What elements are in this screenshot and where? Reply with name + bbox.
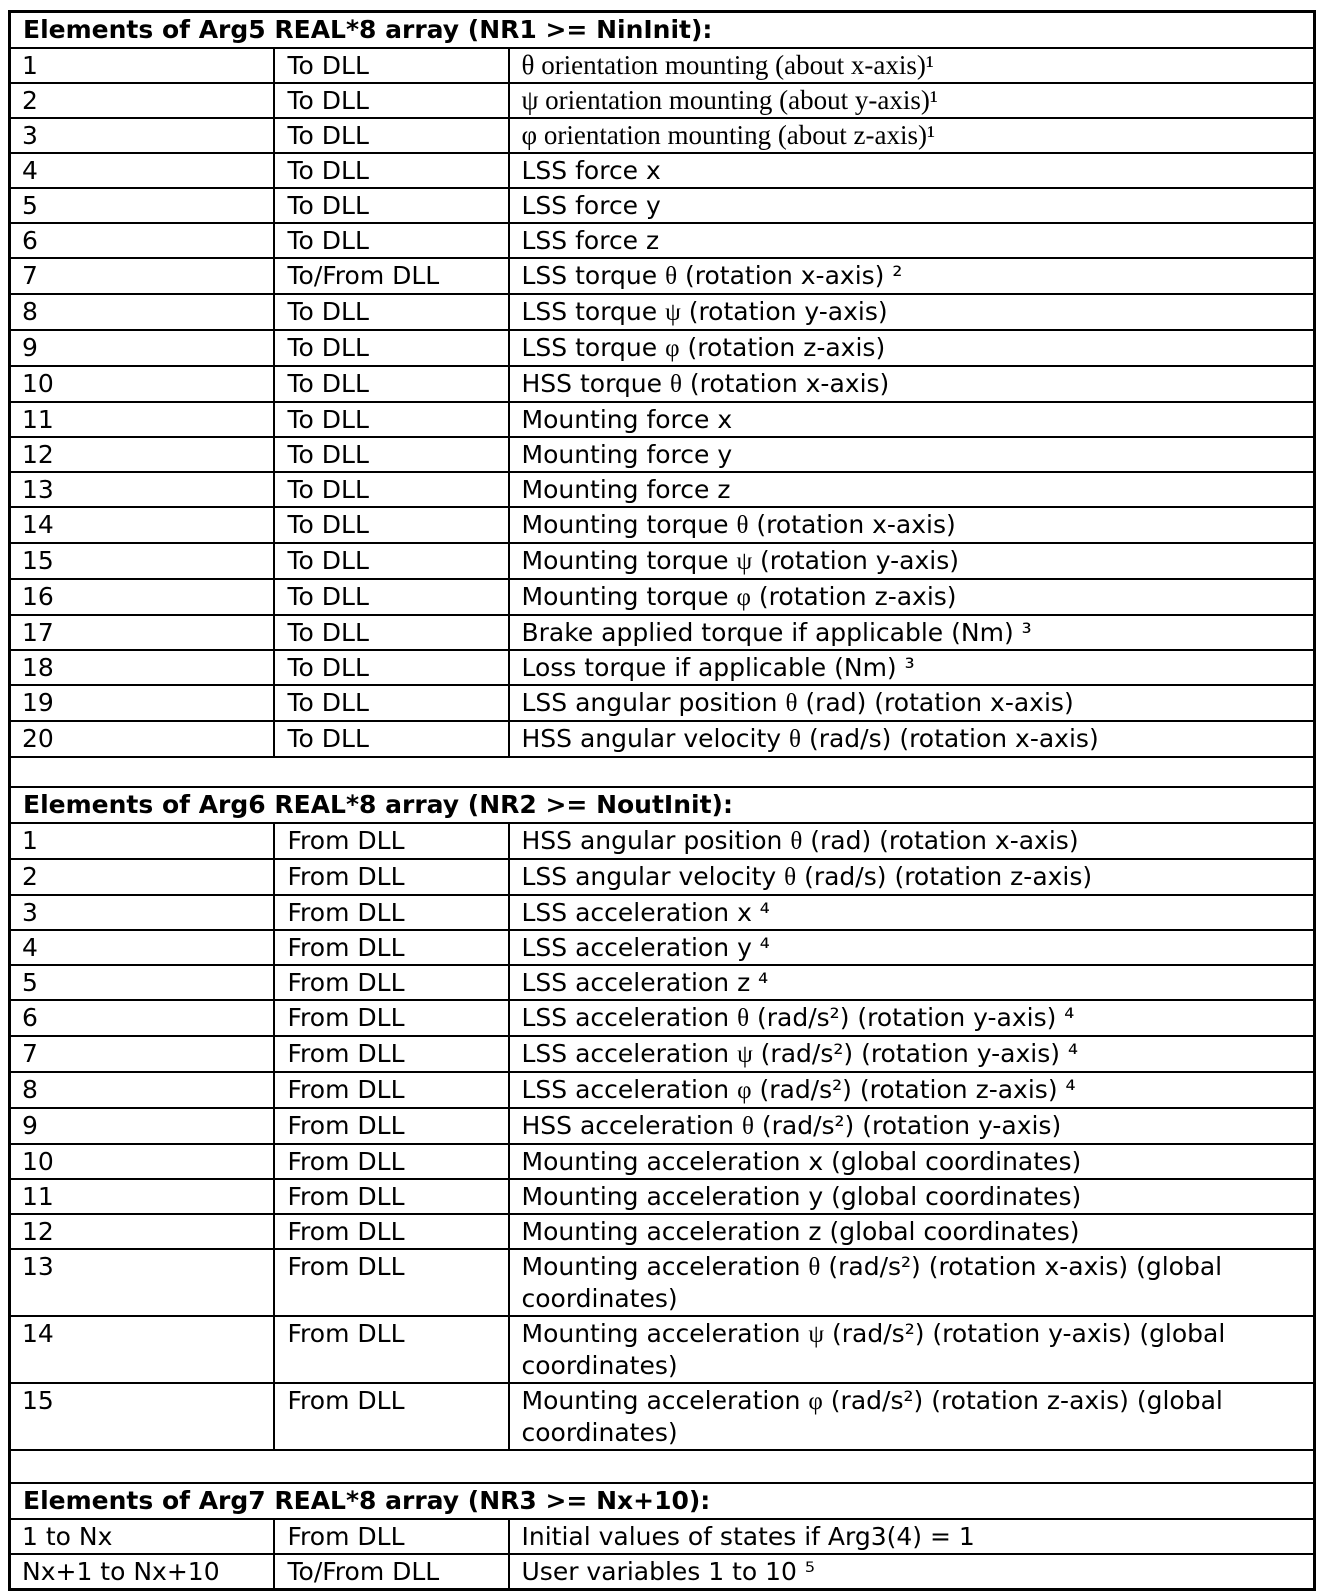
section-header-row [10,12,1315,48]
greek-letter: φ [736,583,751,611]
index-cell: 13 [10,1249,274,1316]
direction-cell: From DLL [274,1072,509,1108]
description-cell: ψ orientation mounting (about y-axis)¹ [509,83,1315,118]
index-cell: 14 [10,507,274,543]
description-cell: Mounting torque φ (rotation z-axis) [509,579,1315,615]
index-cell: 7 [10,258,274,294]
greek-letter: ψ [737,1040,753,1068]
table-row [10,48,1315,83]
description-cell: Mounting acceleration x (global coordinates) [509,1144,1315,1179]
greek-letter: φ [665,334,680,362]
table-row [10,223,1315,258]
index-cell: Nx+1 to Nx+10 [10,1554,274,1590]
table-row [10,1249,1315,1316]
index-cell: 4 [10,153,274,188]
table-row [10,437,1315,472]
direction-cell: To DLL [274,188,509,223]
direction-cell: To DLL [274,83,509,118]
table-row [10,1383,1315,1450]
greek-letter: θ [784,863,797,891]
table-body [10,12,1315,1590]
description-cell: Mounting acceleration ψ (rad/s²) (rotation y-axis) (global coordinates) [509,1316,1315,1383]
index-cell: 3 [10,895,274,930]
direction-cell: To DLL [274,330,509,366]
io-array-table [8,10,1316,1591]
description-cell: LSS force y [509,188,1315,223]
direction-cell: From DLL [274,1383,509,1450]
direction-cell: To DLL [274,685,509,721]
greek-letter: φ [737,1076,752,1104]
index-cell: 7 [10,1036,274,1072]
table-row [10,1554,1315,1590]
description-cell: LSS torque φ (rotation z-axis) [509,330,1315,366]
direction-cell: To DLL [274,366,509,402]
table-row [10,1000,1315,1036]
greek-letter: θ [669,370,682,398]
description-cell: HSS angular velocity θ (rad/s) (rotation x-axis) [509,721,1315,757]
index-cell: 1 [10,48,274,83]
greek-letter: θ [789,725,801,753]
table-row [10,930,1315,965]
index-cell: 1 to Nx [10,1519,274,1554]
description-cell: θ orientation mounting (about x-axis)¹ [509,48,1315,83]
direction-cell: From DLL [274,895,509,930]
table-row [10,685,1315,721]
table-spacer-cell [10,757,1315,787]
index-cell: 9 [10,330,274,366]
description-cell: Mounting force z [509,472,1315,507]
greek-letter: ψ [808,1320,825,1348]
description-cell: User variables 1 to 10 ⁵ [509,1554,1315,1590]
index-cell: 8 [10,1072,274,1108]
table-row [10,507,1315,543]
description-cell: Brake applied torque if applicable (Nm) ³ [509,615,1315,650]
index-cell: 10 [10,366,274,402]
direction-cell: From DLL [274,1108,509,1144]
greek-letter: θ [790,827,803,855]
direction-cell: To DLL [274,507,509,543]
table-row [10,1316,1315,1383]
index-cell: 12 [10,1214,274,1249]
direction-cell: To DLL [274,48,509,83]
greek-letter: θ [665,262,678,290]
section-title: Elements of Arg6 REAL*8 array (NR2 >= NoutInit): [10,787,1315,823]
document-page [0,10,1323,1586]
index-cell: 12 [10,437,274,472]
description-cell: φ orientation mounting (about z-axis)¹ [509,118,1315,153]
description-cell: LSS force x [509,153,1315,188]
description-cell: LSS acceleration y ⁴ [509,930,1315,965]
index-cell: 1 [10,823,274,859]
direction-cell: To DLL [274,118,509,153]
description-cell: LSS force z [509,223,1315,258]
description-cell: Mounting torque ψ (rotation y-axis) [509,543,1315,579]
description-cell: Mounting force y [509,437,1315,472]
table-row [10,650,1315,685]
table-row [10,1072,1315,1108]
direction-cell: To DLL [274,294,509,330]
direction-cell: To DLL [274,615,509,650]
table-row [10,615,1315,650]
greek-letter: φ [521,119,538,150]
direction-cell: To DLL [274,543,509,579]
direction-cell: To DLL [274,437,509,472]
table-row [10,859,1315,895]
index-cell: 3 [10,118,274,153]
index-cell: 6 [10,223,274,258]
greek-letter: ψ [665,298,681,326]
table-row [10,258,1315,294]
table-row [10,823,1315,859]
section-title: Elements of Arg7 REAL*8 array (NR3 >= Nx+10): [10,1483,1315,1519]
greek-letter: θ [521,49,535,80]
table-row [10,543,1315,579]
greek-letter: φ [808,1387,823,1415]
direction-cell: To DLL [274,402,509,437]
index-cell: 8 [10,294,274,330]
table-row [10,366,1315,402]
table-row [10,330,1315,366]
direction-cell: To/From DLL [274,258,509,294]
direction-cell: To DLL [274,153,509,188]
direction-cell: From DLL [274,859,509,895]
index-cell: 16 [10,579,274,615]
index-cell: 20 [10,721,274,757]
direction-cell: From DLL [274,1144,509,1179]
description-cell: Loss torque if applicable (Nm) ³ [509,650,1315,685]
index-cell: 15 [10,1383,274,1450]
description-cell: LSS acceleration φ (rad/s²) (rotation z-axis) ⁴ [509,1072,1315,1108]
direction-cell: To DLL [274,650,509,685]
table-row [10,118,1315,153]
table-row [10,1108,1315,1144]
index-cell: 19 [10,685,274,721]
index-cell: 4 [10,930,274,965]
table-row [10,965,1315,1000]
index-cell: 6 [10,1000,274,1036]
description-cell: Initial values of states if Arg3(4) = 1 [509,1519,1315,1554]
section-header-row [10,1483,1315,1519]
greek-letter: ψ [736,547,753,575]
description-cell: LSS torque θ (rotation x-axis) ² [509,258,1315,294]
direction-cell: To DLL [274,223,509,258]
description-cell: HSS acceleration θ (rad/s²) (rotation y-axis) [509,1108,1315,1144]
direction-cell: From DLL [274,1519,509,1554]
direction-cell: To DLL [274,721,509,757]
greek-letter: θ [808,1253,821,1281]
index-cell: 5 [10,188,274,223]
direction-cell: From DLL [274,1214,509,1249]
direction-cell: From DLL [274,1316,509,1383]
table-row [10,579,1315,615]
index-cell: 9 [10,1108,274,1144]
direction-cell: From DLL [274,1249,509,1316]
direction-cell: From DLL [274,1000,509,1036]
index-cell: 18 [10,650,274,685]
index-cell: 2 [10,83,274,118]
greek-letter: θ [785,689,798,717]
index-cell: 13 [10,472,274,507]
description-cell: LSS acceleration x ⁴ [509,895,1315,930]
table-row [10,721,1315,757]
description-cell: LSS angular velocity θ (rad/s) (rotation z-axis) [509,859,1315,895]
description-cell: Mounting acceleration z (global coordinates) [509,1214,1315,1249]
table-row [10,83,1315,118]
description-cell: Mounting acceleration φ (rad/s²) (rotation z-axis) (global coordinates) [509,1383,1315,1450]
table-row [10,1144,1315,1179]
section-title: Elements of Arg5 REAL*8 array (NR1 >= NinInit): [10,12,1315,48]
table-row [10,1036,1315,1072]
description-cell: LSS acceleration z ⁴ [509,965,1315,1000]
description-cell: Mounting acceleration y (global coordinates) [509,1179,1315,1214]
table-spacer-row [10,757,1315,787]
direction-cell: To DLL [274,579,509,615]
table-row [10,472,1315,507]
table-spacer-row [10,1450,1315,1483]
direction-cell: From DLL [274,1036,509,1072]
index-cell: 11 [10,1179,274,1214]
table-row [10,402,1315,437]
table-row [10,294,1315,330]
description-cell: LSS torque ψ (rotation y-axis) [509,294,1315,330]
direction-cell: To/From DLL [274,1554,509,1590]
section-header-row [10,787,1315,823]
index-cell: 17 [10,615,274,650]
description-cell: HSS torque θ (rotation x-axis) [509,366,1315,402]
table-row [10,188,1315,223]
greek-letter: θ [741,1112,754,1140]
description-cell: Mounting acceleration θ (rad/s²) (rotation x-axis) (global coordinates) [509,1249,1315,1316]
description-cell: LSS angular position θ (rad) (rotation x-axis) [509,685,1315,721]
direction-cell: From DLL [274,1179,509,1214]
greek-letter: θ [736,511,749,539]
table-row [10,1179,1315,1214]
description-cell: Mounting force x [509,402,1315,437]
description-cell: LSS acceleration ψ (rad/s²) (rotation y-axis) ⁴ [509,1036,1315,1072]
index-cell: 11 [10,402,274,437]
table-row [10,895,1315,930]
greek-letter: θ [737,1004,750,1032]
description-cell: Mounting torque θ (rotation x-axis) [509,507,1315,543]
table-row [10,153,1315,188]
direction-cell: From DLL [274,930,509,965]
table-spacer-cell [10,1450,1315,1483]
index-cell: 10 [10,1144,274,1179]
description-cell: LSS acceleration θ (rad/s²) (rotation y-axis) ⁴ [509,1000,1315,1036]
greek-letter: ψ [521,84,539,115]
index-cell: 2 [10,859,274,895]
direction-cell: From DLL [274,965,509,1000]
direction-cell: To DLL [274,472,509,507]
index-cell: 14 [10,1316,274,1383]
index-cell: 5 [10,965,274,1000]
table-row [10,1519,1315,1554]
description-cell: HSS angular position θ (rad) (rotation x-axis) [509,823,1315,859]
index-cell: 15 [10,543,274,579]
direction-cell: From DLL [274,823,509,859]
table-row [10,1214,1315,1249]
